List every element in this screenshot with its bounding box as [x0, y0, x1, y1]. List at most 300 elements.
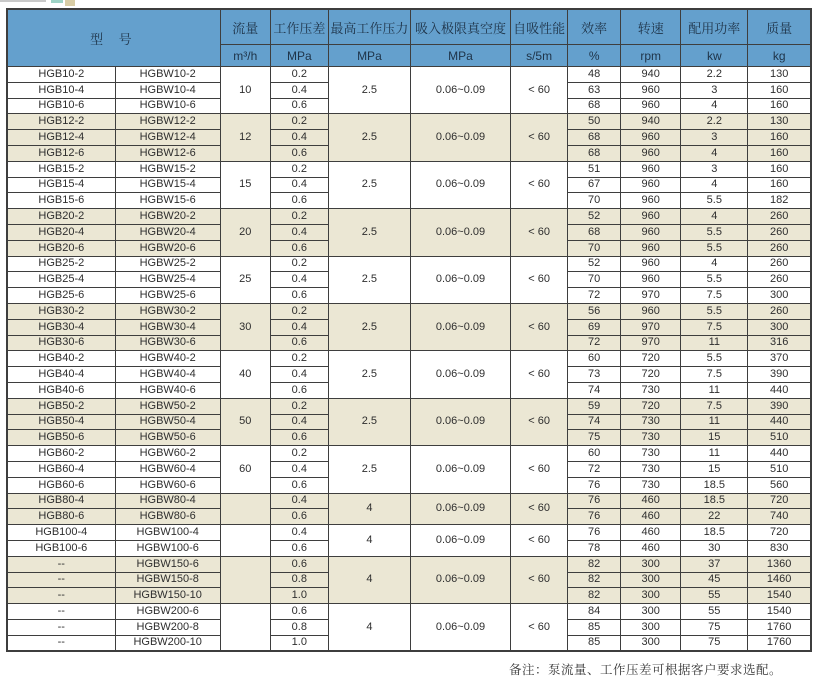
cell-model-hgb: --: [7, 556, 115, 572]
cell-pressure-diff: 0.4: [270, 130, 328, 146]
cell-vacuum: 0.06~0.09: [410, 114, 510, 161]
table-row: [7, 604, 811, 620]
cell-pressure-diff: 0.2: [270, 67, 328, 83]
table-row: [7, 303, 811, 319]
cell-pressure-diff: 1.0: [270, 635, 328, 651]
cell-vacuum: 0.06~0.09: [410, 161, 510, 208]
cell-efficiency: 85: [568, 635, 621, 651]
cell-model-hgbw: HGBW30-2: [115, 303, 220, 319]
cell-speed: 460: [621, 540, 681, 556]
table-row: [7, 525, 811, 541]
cell-model-hgb: HGB15-2: [7, 161, 115, 177]
col-header-efficiency: 效率: [568, 9, 621, 45]
cell-power: 55: [681, 588, 748, 604]
cell-efficiency: 60: [568, 351, 621, 367]
cell-efficiency: 73: [568, 367, 621, 383]
cell-model-hgb: --: [7, 572, 115, 588]
cell-efficiency: 78: [568, 540, 621, 556]
cell-self-priming: < 60: [511, 398, 568, 445]
cell-pressure-diff: 0.6: [270, 430, 328, 446]
cell-efficiency: 59: [568, 398, 621, 414]
cell-model-hgb: HGB60-2: [7, 446, 115, 462]
cell-efficiency: 74: [568, 382, 621, 398]
cell-model-hgb: HGB20-2: [7, 209, 115, 225]
cell-max-pressure: 2.5: [328, 67, 410, 114]
cell-mass: 720: [748, 493, 811, 509]
cell-max-pressure: 2.5: [328, 209, 410, 256]
cell-speed: 940: [621, 67, 681, 83]
cell-power: 4: [681, 177, 748, 193]
cell-speed: 300: [621, 572, 681, 588]
cell-efficiency: 75: [568, 430, 621, 446]
cell-model-hgb: HGB40-2: [7, 351, 115, 367]
cell-pressure-diff: 0.4: [270, 525, 328, 541]
cell-model-hgbw: HGBW200-8: [115, 619, 220, 635]
cell-model-hgbw: HGBW100-6: [115, 540, 220, 556]
cell-flow: [220, 493, 270, 525]
cell-power: 75: [681, 635, 748, 651]
cell-power: 3: [681, 161, 748, 177]
cell-power: 22: [681, 509, 748, 525]
cell-mass: 440: [748, 414, 811, 430]
cell-speed: 730: [621, 414, 681, 430]
cell-speed: 960: [621, 98, 681, 114]
cell-efficiency: 76: [568, 509, 621, 525]
cell-self-priming: < 60: [511, 256, 568, 303]
cell-model-hgb: HGB25-6: [7, 288, 115, 304]
cell-speed: 460: [621, 493, 681, 509]
cell-model-hgb: HGB25-4: [7, 272, 115, 288]
cell-mass: 740: [748, 509, 811, 525]
cell-mass: 260: [748, 240, 811, 256]
cell-efficiency: 76: [568, 525, 621, 541]
cell-model-hgbw: HGBW30-4: [115, 319, 220, 335]
cell-speed: 300: [621, 588, 681, 604]
cell-mass: 130: [748, 67, 811, 83]
cell-model-hgb: HGB100-4: [7, 525, 115, 541]
cell-efficiency: 72: [568, 461, 621, 477]
cell-model-hgbw: HGBW60-2: [115, 446, 220, 462]
cell-self-priming: < 60: [511, 114, 568, 161]
cell-mass: 260: [748, 224, 811, 240]
cell-power: 5.5: [681, 240, 748, 256]
cell-max-pressure: 4: [328, 604, 410, 651]
table-header: [7, 9, 811, 67]
cell-vacuum: 0.06~0.09: [410, 398, 510, 445]
cell-power: 11: [681, 382, 748, 398]
cell-mass: 1760: [748, 635, 811, 651]
cell-efficiency: 70: [568, 193, 621, 209]
cell-power: 18.5: [681, 525, 748, 541]
cell-speed: 300: [621, 556, 681, 572]
cell-efficiency: 52: [568, 209, 621, 225]
cell-mass: 160: [748, 177, 811, 193]
cell-efficiency: 50: [568, 114, 621, 130]
cell-model-hgb: HGB30-6: [7, 335, 115, 351]
cell-mass: 316: [748, 335, 811, 351]
cell-pressure-diff: 0.2: [270, 446, 328, 462]
cell-power: 2.2: [681, 114, 748, 130]
unit-power: kw: [681, 45, 748, 67]
cell-mass: 510: [748, 461, 811, 477]
cell-max-pressure: 2.5: [328, 114, 410, 161]
cell-max-pressure: 2.5: [328, 351, 410, 398]
unit-self-priming: s/5m: [511, 45, 568, 67]
col-header-self-priming: 自吸性能: [511, 9, 568, 45]
cell-vacuum: 0.06~0.09: [410, 256, 510, 303]
cell-mass: 160: [748, 161, 811, 177]
cell-max-pressure: 2.5: [328, 398, 410, 445]
cell-power: 4: [681, 145, 748, 161]
table-row: [7, 67, 811, 83]
cell-efficiency: 74: [568, 414, 621, 430]
cell-speed: 300: [621, 619, 681, 635]
cell-model-hgbw: HGBW30-6: [115, 335, 220, 351]
cell-model-hgbw: HGBW20-4: [115, 224, 220, 240]
cell-efficiency: 52: [568, 256, 621, 272]
cell-model-hgbw: HGBW15-4: [115, 177, 220, 193]
cell-pressure-diff: 0.4: [270, 493, 328, 509]
cell-model-hgb: HGB40-4: [7, 367, 115, 383]
cell-pressure-diff: 0.2: [270, 303, 328, 319]
cell-flow: 40: [220, 351, 270, 398]
cell-speed: 720: [621, 367, 681, 383]
cell-model-hgbw: HGBW40-2: [115, 351, 220, 367]
cell-max-pressure: 4: [328, 493, 410, 525]
cell-speed: 730: [621, 446, 681, 462]
cell-power: 15: [681, 430, 748, 446]
cell-efficiency: 82: [568, 588, 621, 604]
cell-power: 55: [681, 604, 748, 620]
cell-self-priming: < 60: [511, 161, 568, 208]
cell-power: 4: [681, 209, 748, 225]
cell-model-hgbw: HGBW60-6: [115, 477, 220, 493]
cell-model-hgbw: HGBW50-2: [115, 398, 220, 414]
table-row: [7, 209, 811, 225]
cell-mass: 390: [748, 367, 811, 383]
cell-model-hgb: --: [7, 619, 115, 635]
cell-model-hgb: HGB50-4: [7, 414, 115, 430]
cell-speed: 720: [621, 398, 681, 414]
cell-efficiency: 84: [568, 604, 621, 620]
col-header-mass: 质量: [748, 9, 811, 45]
col-header-pressure-diff: 工作压差: [270, 9, 328, 45]
cell-model-hgbw: HGBW150-10: [115, 588, 220, 604]
unit-vacuum: MPa: [410, 45, 510, 67]
cell-efficiency: 85: [568, 619, 621, 635]
table-row: [7, 398, 811, 414]
cell-pressure-diff: 0.6: [270, 604, 328, 620]
cell-flow: 10: [220, 67, 270, 114]
cell-flow: 30: [220, 303, 270, 350]
spec-table-body: [7, 67, 811, 651]
cell-mass: 560: [748, 477, 811, 493]
cell-efficiency: 56: [568, 303, 621, 319]
cell-model-hgbw: HGBW12-4: [115, 130, 220, 146]
cell-model-hgb: --: [7, 588, 115, 604]
cell-speed: 970: [621, 319, 681, 335]
cell-efficiency: 69: [568, 319, 621, 335]
cell-mass: 260: [748, 209, 811, 225]
cell-efficiency: 63: [568, 82, 621, 98]
cell-speed: 460: [621, 509, 681, 525]
cell-speed: 960: [621, 145, 681, 161]
cell-mass: 1760: [748, 619, 811, 635]
cell-model-hgb: HGB10-2: [7, 67, 115, 83]
cell-pressure-diff: 1.0: [270, 588, 328, 604]
cell-efficiency: 72: [568, 335, 621, 351]
cell-speed: 960: [621, 177, 681, 193]
cell-power: 11: [681, 446, 748, 462]
cell-self-priming: < 60: [511, 493, 568, 525]
cell-flow: [220, 556, 270, 603]
cell-model-hgb: HGB30-4: [7, 319, 115, 335]
cell-power: 3: [681, 82, 748, 98]
cell-pressure-diff: 0.8: [270, 619, 328, 635]
cell-pressure-diff: 0.2: [270, 351, 328, 367]
cell-pressure-diff: 0.8: [270, 572, 328, 588]
col-header-max-pressure: 最高工作压力: [328, 9, 410, 45]
cell-power: 7.5: [681, 398, 748, 414]
cell-speed: 730: [621, 382, 681, 398]
cropped-logo-fragment-tan: [65, 0, 75, 6]
cell-power: 7.5: [681, 367, 748, 383]
cell-model-hgb: HGB20-4: [7, 224, 115, 240]
cell-speed: 730: [621, 477, 681, 493]
cell-model-hgb: HGB15-6: [7, 193, 115, 209]
cell-self-priming: < 60: [511, 303, 568, 350]
cell-pressure-diff: 0.4: [270, 461, 328, 477]
col-header-power: 配用功率: [681, 9, 748, 45]
cell-efficiency: 67: [568, 177, 621, 193]
cell-speed: 960: [621, 161, 681, 177]
unit-efficiency: %: [568, 45, 621, 67]
cell-mass: 1540: [748, 588, 811, 604]
table-row: [7, 351, 811, 367]
cell-efficiency: 82: [568, 556, 621, 572]
cell-efficiency: 70: [568, 240, 621, 256]
cell-mass: 260: [748, 272, 811, 288]
cell-speed: 960: [621, 130, 681, 146]
cell-vacuum: 0.06~0.09: [410, 67, 510, 114]
cell-pressure-diff: 0.6: [270, 98, 328, 114]
cell-vacuum: 0.06~0.09: [410, 493, 510, 525]
cell-speed: 940: [621, 114, 681, 130]
table-row: [7, 161, 811, 177]
col-header-model: 型 号: [7, 9, 220, 67]
cell-self-priming: < 60: [511, 525, 568, 557]
cell-model-hgbw: HGBW20-2: [115, 209, 220, 225]
cropped-top-fragment-gray: [0, 0, 46, 2]
cell-pressure-diff: 0.6: [270, 509, 328, 525]
cell-max-pressure: 2.5: [328, 303, 410, 350]
cell-mass: 440: [748, 382, 811, 398]
cell-power: 18.5: [681, 477, 748, 493]
cell-max-pressure: 2.5: [328, 256, 410, 303]
cell-self-priming: < 60: [511, 67, 568, 114]
cell-pressure-diff: 0.2: [270, 161, 328, 177]
cell-power: 37: [681, 556, 748, 572]
cropped-logo-fragment-teal: [51, 0, 63, 3]
cell-power: 4: [681, 98, 748, 114]
cell-model-hgbw: HGBW25-6: [115, 288, 220, 304]
cell-power: 5.5: [681, 224, 748, 240]
cell-efficiency: 70: [568, 272, 621, 288]
cell-mass: 510: [748, 430, 811, 446]
cell-pressure-diff: 0.6: [270, 556, 328, 572]
cell-mass: 160: [748, 98, 811, 114]
cell-mass: 370: [748, 351, 811, 367]
cell-model-hgb: HGB25-2: [7, 256, 115, 272]
cell-speed: 970: [621, 335, 681, 351]
unit-pressure-diff: MPa: [270, 45, 328, 67]
table-row: [7, 114, 811, 130]
cell-power: 2.2: [681, 67, 748, 83]
col-header-speed: 转速: [621, 9, 681, 45]
cell-model-hgb: HGB30-2: [7, 303, 115, 319]
cell-speed: 970: [621, 288, 681, 304]
cell-power: 75: [681, 619, 748, 635]
cell-pressure-diff: 0.4: [270, 272, 328, 288]
cell-model-hgbw: HGBW10-6: [115, 98, 220, 114]
cell-model-hgb: HGB12-6: [7, 145, 115, 161]
cell-pressure-diff: 0.6: [270, 540, 328, 556]
cell-flow: 50: [220, 398, 270, 445]
table-row: [7, 256, 811, 272]
unit-mass: kg: [748, 45, 811, 67]
cell-model-hgb: HGB15-4: [7, 177, 115, 193]
cell-flow: 60: [220, 446, 270, 493]
col-header-flow: 流量: [220, 9, 270, 45]
cell-pressure-diff: 0.2: [270, 209, 328, 225]
cell-speed: 720: [621, 351, 681, 367]
cell-max-pressure: 2.5: [328, 161, 410, 208]
cell-power: 11: [681, 414, 748, 430]
cell-pressure-diff: 0.6: [270, 335, 328, 351]
cell-flow: 20: [220, 209, 270, 256]
cell-model-hgb: HGB80-4: [7, 493, 115, 509]
cell-efficiency: 68: [568, 130, 621, 146]
unit-max-pressure: MPa: [328, 45, 410, 67]
cell-model-hgbw: HGBW100-4: [115, 525, 220, 541]
cell-speed: 960: [621, 209, 681, 225]
cell-speed: 960: [621, 82, 681, 98]
cell-vacuum: 0.06~0.09: [410, 604, 510, 651]
cell-pressure-diff: 0.4: [270, 414, 328, 430]
cell-mass: 440: [748, 446, 811, 462]
cell-mass: 160: [748, 145, 811, 161]
cell-speed: 300: [621, 635, 681, 651]
cell-vacuum: 0.06~0.09: [410, 303, 510, 350]
table-row: [7, 493, 811, 509]
cell-model-hgb: --: [7, 635, 115, 651]
table-footnote: 备注：泵流量、工作压差可根据客户要求选配。: [508, 663, 782, 677]
cell-mass: 300: [748, 319, 811, 335]
cell-pressure-diff: 0.6: [270, 382, 328, 398]
cell-model-hgb: HGB60-4: [7, 461, 115, 477]
cell-mass: 130: [748, 114, 811, 130]
unit-flow: m³/h: [220, 45, 270, 67]
cell-max-pressure: 4: [328, 525, 410, 557]
cell-vacuum: 0.06~0.09: [410, 525, 510, 557]
cell-mass: 260: [748, 256, 811, 272]
cell-model-hgbw: HGBW150-6: [115, 556, 220, 572]
cell-efficiency: 68: [568, 145, 621, 161]
cell-model-hgb: HGB12-4: [7, 130, 115, 146]
cell-speed: 960: [621, 272, 681, 288]
cell-model-hgbw: HGBW25-4: [115, 272, 220, 288]
cell-efficiency: 48: [568, 67, 621, 83]
cell-mass: 160: [748, 82, 811, 98]
cell-pressure-diff: 0.6: [270, 193, 328, 209]
cell-model-hgbw: HGBW80-4: [115, 493, 220, 509]
cell-mass: 720: [748, 525, 811, 541]
cell-pressure-diff: 0.6: [270, 145, 328, 161]
cell-model-hgbw: HGBW50-4: [115, 414, 220, 430]
cell-pressure-diff: 0.4: [270, 319, 328, 335]
cell-vacuum: 0.06~0.09: [410, 556, 510, 603]
unit-speed: rpm: [621, 45, 681, 67]
cell-flow: 12: [220, 114, 270, 161]
cell-model-hgb: HGB20-6: [7, 240, 115, 256]
cell-power: 5.5: [681, 303, 748, 319]
cell-speed: 460: [621, 525, 681, 541]
cell-efficiency: 60: [568, 446, 621, 462]
cell-self-priming: < 60: [511, 556, 568, 603]
cell-model-hgbw: HGBW10-2: [115, 67, 220, 83]
cell-pressure-diff: 0.6: [270, 477, 328, 493]
cell-model-hgbw: HGBW40-4: [115, 367, 220, 383]
cell-model-hgb: HGB50-2: [7, 398, 115, 414]
cell-vacuum: 0.06~0.09: [410, 209, 510, 256]
cell-power: 3: [681, 130, 748, 146]
header-row-labels: [7, 9, 811, 45]
cell-flow: [220, 604, 270, 651]
cell-pressure-diff: 0.4: [270, 82, 328, 98]
cell-vacuum: 0.06~0.09: [410, 446, 510, 493]
cell-self-priming: < 60: [511, 351, 568, 398]
cell-efficiency: 72: [568, 288, 621, 304]
col-header-vacuum: 吸入极限真空度: [410, 9, 510, 45]
cell-power: 15: [681, 461, 748, 477]
cell-model-hgbw: HGBW60-4: [115, 461, 220, 477]
cell-model-hgb: HGB60-6: [7, 477, 115, 493]
cell-model-hgb: --: [7, 604, 115, 620]
cell-model-hgbw: HGBW40-6: [115, 382, 220, 398]
cell-self-priming: < 60: [511, 604, 568, 651]
cell-model-hgb: HGB10-6: [7, 98, 115, 114]
cell-power: 7.5: [681, 288, 748, 304]
cell-power: 11: [681, 335, 748, 351]
cell-mass: 300: [748, 288, 811, 304]
cell-power: 45: [681, 572, 748, 588]
pump-spec-table: [6, 8, 812, 652]
cell-mass: 260: [748, 303, 811, 319]
cell-self-priming: < 60: [511, 209, 568, 256]
cell-pressure-diff: 0.2: [270, 256, 328, 272]
cell-pressure-diff: 0.4: [270, 177, 328, 193]
cell-model-hgb: HGB100-6: [7, 540, 115, 556]
cell-model-hgbw: HGBW200-6: [115, 604, 220, 620]
cell-mass: 182: [748, 193, 811, 209]
cell-power: 5.5: [681, 193, 748, 209]
cell-pressure-diff: 0.2: [270, 398, 328, 414]
cell-speed: 960: [621, 193, 681, 209]
cell-pressure-diff: 0.4: [270, 224, 328, 240]
table-row: [7, 446, 811, 462]
cell-power: 7.5: [681, 319, 748, 335]
cell-speed: 730: [621, 461, 681, 477]
